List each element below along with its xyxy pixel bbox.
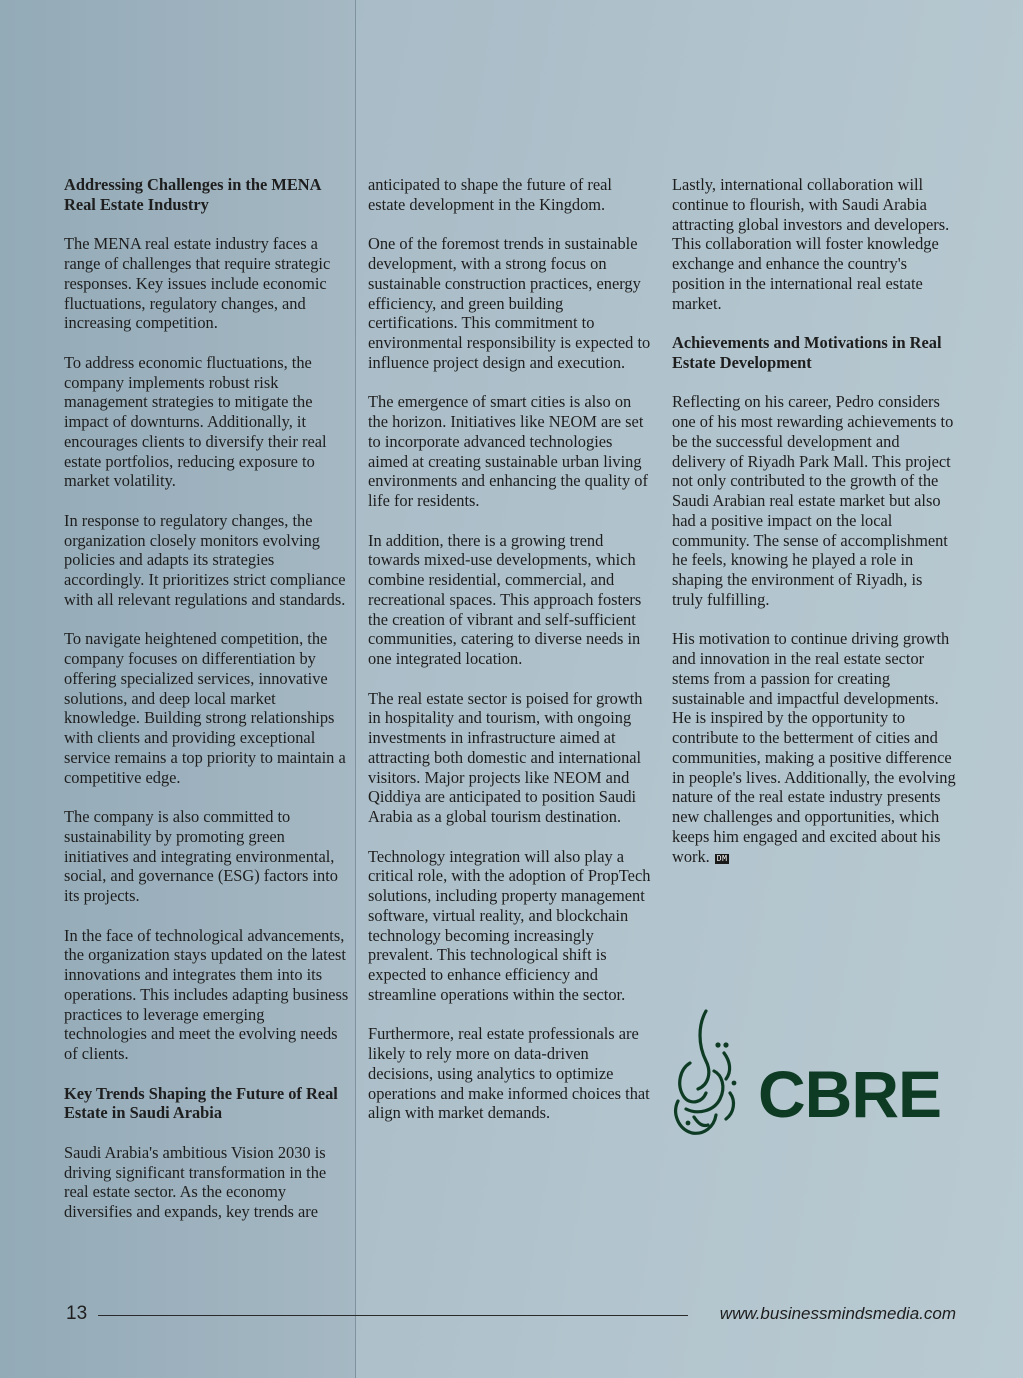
paragraph: To address economic fluctuations, the company implements robust risk management strategies to mitigate the impact of downturns. Additionally, it encourages clients to diversify their real estate portfolios, reducing exposure to market volatility. (64, 352, 327, 491)
paragraph: Reflecting on his career, Pedro considers one of his most rewarding achievements to be the successful development and delivery of Riyadh Park Mall. This project not only contributed to the growth of the Saudi Arabian real estate market but also had a positive impact on the local community. The sense of accomplishment he feels, knowing he played a role in shaping the environment of Riyadh, is truly fulfilling. (672, 392, 954, 609)
paragraph-text: His motivation to continue driving growth and innovation in the real estate sector stems from a passion for creating sustainable and impactful developments. He is inspired by the opportunity to contribute to the betterment of cities and communities, making a positive difference in people's lives. Additionally, the evolving nature of the real estate industry presents new challenges and opportunities, which keeps him engaged and excited about his work. (672, 629, 956, 866)
arabic-calligraphy-icon (676, 1011, 734, 1133)
paragraph: Furthermore, real estate professionals are likely to rely more on data-driven decisions, using analytics to optimize operations and make informed choices that align with market demands. (368, 1024, 650, 1123)
paragraph: anticipated to shape the future of real estate development in the Kingdom. (368, 175, 612, 214)
paragraph: The real estate sector is poised for growth in hospitality and tourism, with ongoing investments in infrastructure aimed at attracting both domestic and international visitors. Major projects like NEOM and Qiddiya are anticipated to position Saudi Arabia as a global tourism destination. (368, 688, 643, 826)
section-heading-achievements: Achievements and Motivations in Real Estate Development (672, 333, 942, 372)
paragraph: Technology integration will also play a critical role, with the adoption of PropTech solutions, including property management software, virtual reality, and blockchain technology becoming increasingly prevalent. This technological shift is expected to enhance efficiency and streamline operations within the sector. (368, 846, 651, 1004)
paragraph: In addition, there is a growing trend towards mixed-use developments, which combine residential, commercial, and recreational spaces. This approach fosters the creation of vibrant and self-sufficient communities, catering to diverse needs in one integrated location. (368, 530, 642, 668)
footer-divider (98, 1315, 688, 1316)
paragraph: The MENA real estate industry faces a range of challenges that require strategic responses. Key issues include economic fluctuations, regulatory changes, and increasing competition. (64, 234, 331, 333)
page-number: 13 (66, 1303, 88, 1324)
paragraph: One of the foremost trends in sustainable development, with a strong focus on sustainable construction practices, energy efficiency, and green building certifications. This commitment to environmental responsibility is expected to influence project design and execution. (368, 234, 651, 372)
article-column-3 (672, 175, 957, 886)
paragraph: In the face of technological advancements, the organization stays updated on the latest innovations and integrates them into its operations. This includes adapting business practices to leverage emerging technologies and meet the evolving needs of clients. (64, 925, 349, 1063)
paragraph: To navigate heightened competition, the company focuses on differentiation by offering specialized services, innovative solutions, and deep local market knowledge. Building strong relationships with clients and providing exceptional service remains a top priority to maintain a competitive edge. (64, 629, 346, 787)
paragraph: Saudi Arabia's ambitious Vision 2030 is driving significant transformation in the real estate sector. As the economy diversifies and expands, key trends are (64, 1142, 327, 1221)
section-heading-key-trends: Key Trends Shaping the Future of Real Estate in Saudi Arabia (64, 1083, 338, 1123)
paragraph (672, 629, 957, 866)
column-divider-line (355, 0, 356, 1378)
article-column-2 (368, 175, 653, 1143)
section-heading-challenges: Addressing Challenges in the MENA Real Estate Industry (64, 175, 321, 214)
cbre-wordmark: CBRE (758, 1057, 942, 1131)
website-url: www.businessmindsmedia.com (719, 1304, 956, 1323)
paragraph: In response to regulatory changes, the organization closely monitors evolving policies and adapts its strategies accordingly. It prioritizes strict compliance with all relevant regulations and standards. (64, 510, 346, 609)
paragraph: The emergence of smart cities is also on the horizon. Initiatives like NEOM are set to incorporate advanced technologies aimed at creating sustainable urban living environments and enhancing the quality of life for residents. (368, 392, 648, 510)
paragraph: Lastly, international collaboration will continue to flourish, with Saudi Arabia attracting global investors and developers. This collaboration will foster knowledge exchange and enhance the country's position in the international real estate market. (672, 175, 950, 313)
cbre-logo (668, 1005, 958, 1145)
article-column-1 (64, 175, 349, 1242)
end-of-article-mark-icon: DM (716, 853, 728, 863)
paragraph: The company is also committed to sustainability by promoting green initiatives and integrating environmental, social, and governance (ESG) factors into its projects. (64, 807, 338, 905)
cbre-logo-graphic (668, 1005, 958, 1145)
